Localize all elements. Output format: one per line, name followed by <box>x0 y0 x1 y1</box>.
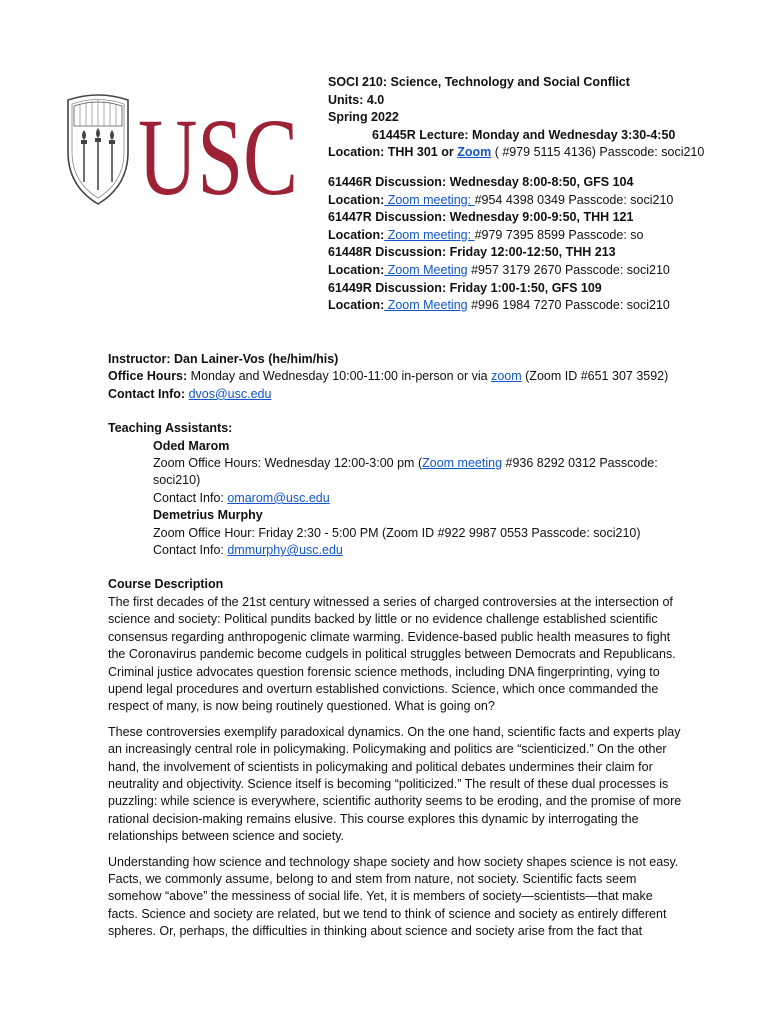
discussion-zoom-link[interactable]: Zoom meeting: <box>384 227 475 242</box>
ta-contact: Contact Info: omarom@usc.edu <box>153 490 330 505</box>
ta-zoom-link[interactable]: Zoom meeting <box>422 456 503 471</box>
ta-hours-cont: soci210) <box>153 473 201 488</box>
ta-hours: Zoom Office Hour: Friday 2:30 - 5:00 PM (Zoom ID #922 9987 0553 Passcode: soci210) <box>153 525 641 540</box>
shield-icon <box>68 95 128 204</box>
discussion-zoom-link[interactable]: Zoom meeting: <box>384 192 475 207</box>
ta-block <box>108 438 698 560</box>
paragraph: Understanding how science and technology shape society and how society shapes science is not easy. Facts, we commonly assume, belong to and stem from nature, not society. Scientific facts seem somehow “above” the messiness of social life. Yet, it is members of society—scientists—that make facts. Science and society are related, but we tend to think of science and society as entirely different spheres. Or, perhaps, the difficulties in thinking about science and society arise from the fact that <box>108 854 679 939</box>
course-title: SOCI 210: Science, Technology and Social Conflict <box>328 75 630 89</box>
paragraph: The first decades of the 21st century witnessed a series of charged controversies at the intersection of science and society: Political pundits backed by little or no evidence challenge established scientific consensus regarding anthropogenic climate warming. Evidence-based public health measures to fight the Coronavirus pandemic become cudgels in political struggles between Democrats and Republicans. Criminal justice advocates question forensic science methods, including DNA fingerprinting, vying to upend legal procedures and overturn established convictions. Science, which once commanded the respect of many, is now being routinely questioned. What is going on? <box>108 594 676 714</box>
instructor-zoom-link[interactable]: zoom <box>491 369 522 384</box>
ta-email-link[interactable]: omarom@usc.edu <box>227 490 330 505</box>
lecture-line: 61445R Lecture: Monday and Wednesday 3:30-4:50 <box>372 127 676 142</box>
discussion-title: 61449R Discussion: Friday 1:00-1:50, GFS 109 <box>328 280 602 295</box>
paragraph: These controversies exemplify paradoxical dynamics. On the one hand, scientific facts and experts play an increasingly central role in policymaking. Policymaking and politics are “scienticized.” On the other hand, the involvement of scientists in policymaking and political debates undermines their claim for neutrality and objectivity. Science itself is becoming “politicized.” The result of these dual processes is puzzling: while science is everywhere, scientific authority seems to be eroding, and the promise of more rational decision-making remains elusive. This course explores this dynamic by interrogating the relationships between science and society. <box>108 724 682 844</box>
office-hours: Office Hours: Monday and Wednesday 10:00-11:00 in-person or via zoom (Zoom ID #651 307 3592) <box>108 369 669 384</box>
discussion-location: Location: Zoom meeting: #979 7395 8599 Passcode: so <box>328 227 644 242</box>
course-description-heading: Course Description <box>108 577 224 592</box>
discussion-title: 61447R Discussion: Wednesday 9:00-9:50, THH 121 <box>328 210 634 225</box>
ta-contact: Contact Info: dmmurphy@usc.edu <box>153 543 343 558</box>
course-term: Spring 2022 <box>328 110 399 125</box>
discussion-zoom-link[interactable]: Zoom Meeting <box>384 298 468 313</box>
ta-heading: Teaching Assistants: <box>108 421 233 436</box>
discussion-title: 61448R Discussion: Friday 12:00-12:50, THH 213 <box>328 245 616 260</box>
course-header <box>328 74 748 315</box>
course-units: Units: 4.0 <box>328 92 385 107</box>
usc-wordmark: USC <box>138 96 298 210</box>
lecture-zoom-link[interactable]: Zoom <box>457 145 492 160</box>
discussion-zoom-link[interactable]: Zoom Meeting <box>384 262 468 277</box>
ta-hours: Zoom Office Hours: Wednesday 12:00-3:00 pm (Zoom meeting #936 8292 0312 Passcode: <box>153 456 658 471</box>
ta-name: Demetrius Murphy <box>153 508 263 523</box>
discussion-location: Location: Zoom Meeting #957 3179 2670 Passcode: soci210 <box>328 262 670 277</box>
instructor-name: Instructor: Dan Lainer-Vos (he/him/his) <box>108 352 339 366</box>
ta-name: Oded Marom <box>153 438 230 453</box>
discussion-title: 61446R Discussion: Wednesday 8:00-8:50, GFS 104 <box>328 174 634 189</box>
instructor-email-link[interactable]: dvos@usc.edu <box>188 386 272 401</box>
ta-email-link[interactable]: dmmurphy@usc.edu <box>227 543 343 558</box>
syllabus-body <box>108 351 698 949</box>
instructor-contact: Contact Info: dvos@usc.edu <box>108 386 272 401</box>
lecture-location: Location: THH 301 or Zoom ( #979 5115 4136) Passcode: soci210 <box>328 145 705 160</box>
usc-logo <box>62 90 302 210</box>
discussion-location: Location: Zoom meeting: #954 4398 0349 Passcode: soci210 <box>328 192 674 207</box>
discussion-location: Location: Zoom Meeting #996 1984 7270 Passcode: soci210 <box>328 298 670 313</box>
